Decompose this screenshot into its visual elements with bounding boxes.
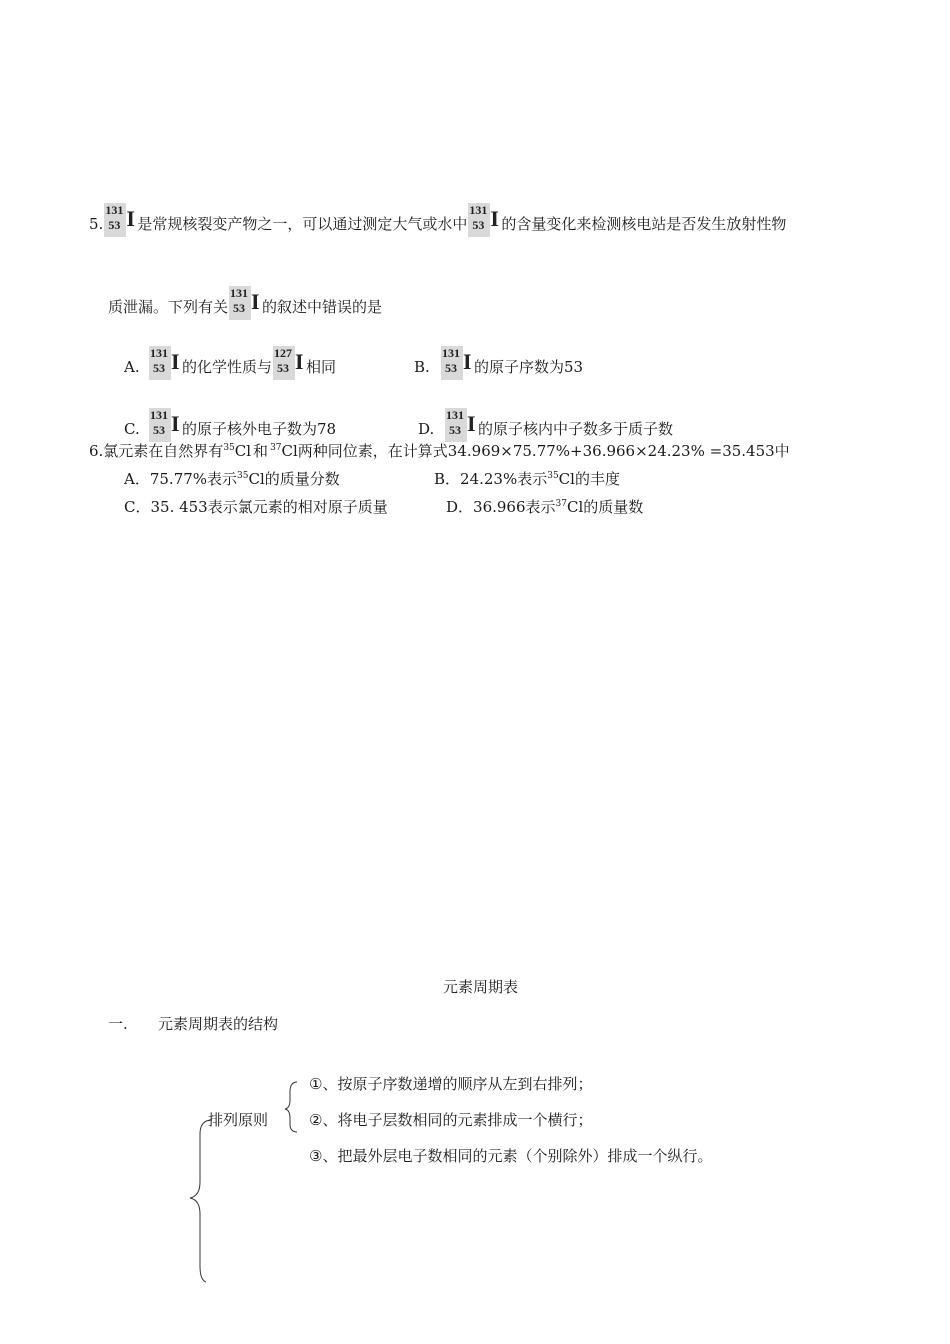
q5-option-a: A. 131 53 I 的化学性质与 127 53 I 相同 — [124, 346, 336, 380]
q5-option-d: D. 131 53 I 的原子核内中子数多于质子数 — [418, 408, 673, 442]
q6-stem: 6.氯元素在自然界有$^{35}$Cl 和 $^{37}$Cl两种同位素，在计算式34.969×75.77%+36.966×24.23% =35.453中 — [89, 442, 790, 460]
principle-3: ③、把最外层电子数相同的元素（个别除外）排成一个纵行。 — [309, 1147, 713, 1165]
brace-lines — [186, 1074, 306, 1286]
principle-2: ②、将电子层数相同的元素排成一个横行； — [309, 1111, 593, 1129]
q5-number: 5. — [89, 215, 104, 233]
iodine-131-isotope: 131 53 I — [104, 203, 136, 237]
section-heading: 一. 元素周期表的结构 — [108, 1015, 279, 1033]
q5-text3: 质泄漏。下列有关 — [108, 298, 229, 316]
iodine-131-isotope: 131 53 I — [229, 286, 261, 320]
q5-text2: 的含量变化来检测核电站是否发生放射性物 — [501, 215, 787, 233]
iodine-131-isotope: 131 53 I — [149, 346, 181, 380]
q5-text4: 的叙述中错误的是 — [262, 298, 383, 316]
section-title: 元素周期表 — [443, 978, 519, 996]
principle-label: 排列原则 — [208, 1111, 269, 1129]
iodine-131-isotope: 131 53 I — [149, 408, 181, 442]
q6-option-d: D．36.966表示$^{37}$Cl的质量数 — [446, 498, 644, 516]
iodine-127-isotope: 127 53 I — [273, 346, 305, 380]
q6-option-c: C．35. 453表示氯元素的相对原子质量 — [124, 498, 388, 516]
iodine-131-isotope: 131 53 I — [445, 408, 477, 442]
q5-option-c: C. 131 53 I 的原子核外电子数为78 — [124, 408, 336, 442]
q6-option-b: B．24.23%表示$^{35}$Cl的丰度 — [434, 470, 620, 488]
iodine-131-isotope: 131 53 I — [441, 346, 473, 380]
principle-1: ①、按原子序数递增的顺序从左到右排列； — [309, 1075, 593, 1093]
small-brace — [285, 1082, 297, 1132]
q5-line1 — [89, 203, 786, 237]
q6-option-a: A．75.77%表示$^{35}$Cl的质量分数 — [124, 470, 340, 488]
iodine-131-isotope: 131 53 I — [468, 203, 500, 237]
large-brace — [190, 1120, 212, 1282]
q5-option-b: B. 131 53 I 的原子序数为53 — [414, 346, 583, 380]
q5-text1: 是常规核裂变产物之一，可以通过测定大气或水中 — [137, 215, 468, 233]
q5-line2 — [108, 286, 382, 320]
